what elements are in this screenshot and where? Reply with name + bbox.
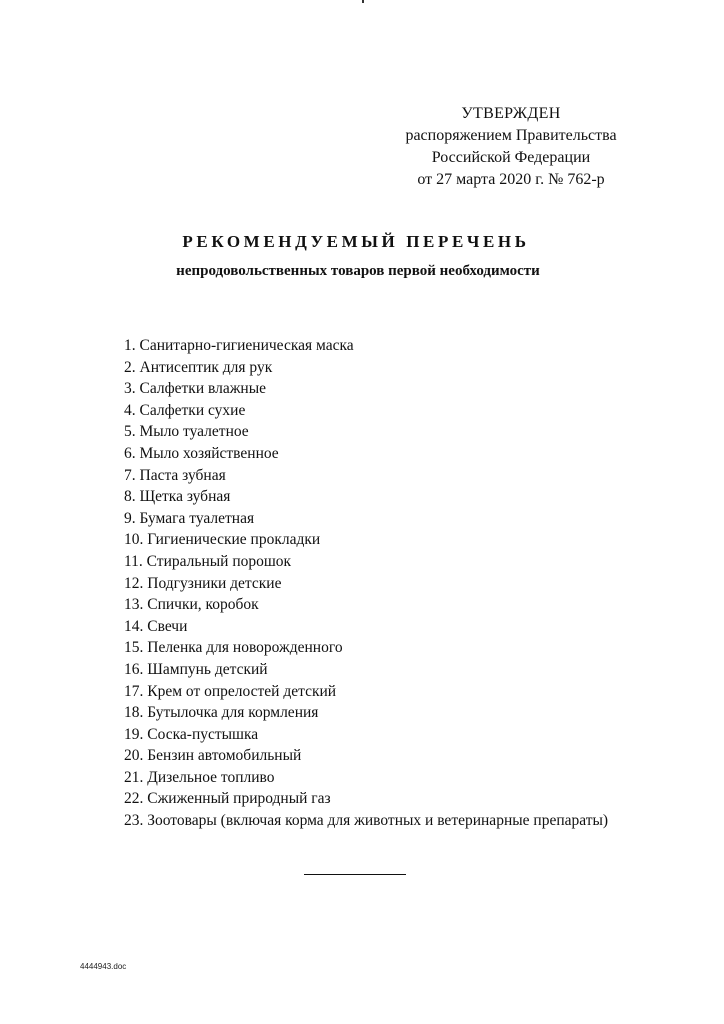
file-reference: 4444943.doc	[80, 962, 127, 971]
list-item: 19. Соска-пустышка	[124, 725, 259, 743]
list-item: 4. Салфетки сухие	[124, 401, 246, 419]
goods-list	[124, 335, 608, 832]
list-item: 14. Свечи	[124, 617, 188, 635]
list-item: 6. Мыло хозяйственное	[124, 444, 279, 462]
list-item: 22. Сжиженный природный газ	[124, 790, 331, 808]
closing-divider	[304, 874, 406, 875]
list-item: 12. Подгузники детские	[124, 574, 282, 592]
list-item: 17. Крем от опрелостей детский	[124, 682, 337, 700]
list-item: 23. Зоотовары (включая корма для животных и ветеринарные препараты)	[124, 812, 609, 830]
document-title: РЕКОМЕНДУЕМЫЙ ПЕРЕЧЕНЬ	[182, 232, 530, 251]
list-item: 10. Гигиенические прокладки	[124, 531, 321, 549]
list-item: 7. Паста зубная	[124, 466, 226, 484]
approval-line-1: распоряжением Правительства	[405, 127, 617, 144]
approval-heading: УТВЕРЖДЕН	[461, 105, 561, 122]
approval-block	[380, 103, 642, 191]
approval-line-2: Российской Федерации	[431, 149, 591, 166]
list-item: 8. Щетка зубная	[124, 488, 231, 506]
list-item: 13. Спички, коробок	[124, 596, 259, 614]
list-item: 18. Бутылочка для кормления	[124, 704, 319, 722]
list-item: 16. Шампунь детский	[124, 660, 268, 678]
document-subtitle: непродовольственных товаров первой необходимости	[176, 263, 540, 279]
approval-line-3: от 27 марта 2020 г. № 762-р	[417, 171, 605, 188]
list-item: 15. Пеленка для новорожденного	[124, 639, 343, 657]
list-item: 9. Бумага туалетная	[124, 509, 255, 527]
list-item: 2. Антисептик для рук	[124, 358, 273, 376]
list-item: 11. Стиральный порошок	[124, 552, 292, 570]
list-item: 20. Бензин автомобильный	[124, 747, 302, 765]
list-item: 21. Дизельное топливо	[124, 768, 275, 786]
list-item: 5. Мыло туалетное	[124, 423, 249, 441]
list-item: 3. Салфетки влажные	[124, 380, 267, 398]
page-top-mark	[362, 0, 364, 3]
list-item: 1. Санитарно-гигиеническая маска	[124, 337, 354, 354]
